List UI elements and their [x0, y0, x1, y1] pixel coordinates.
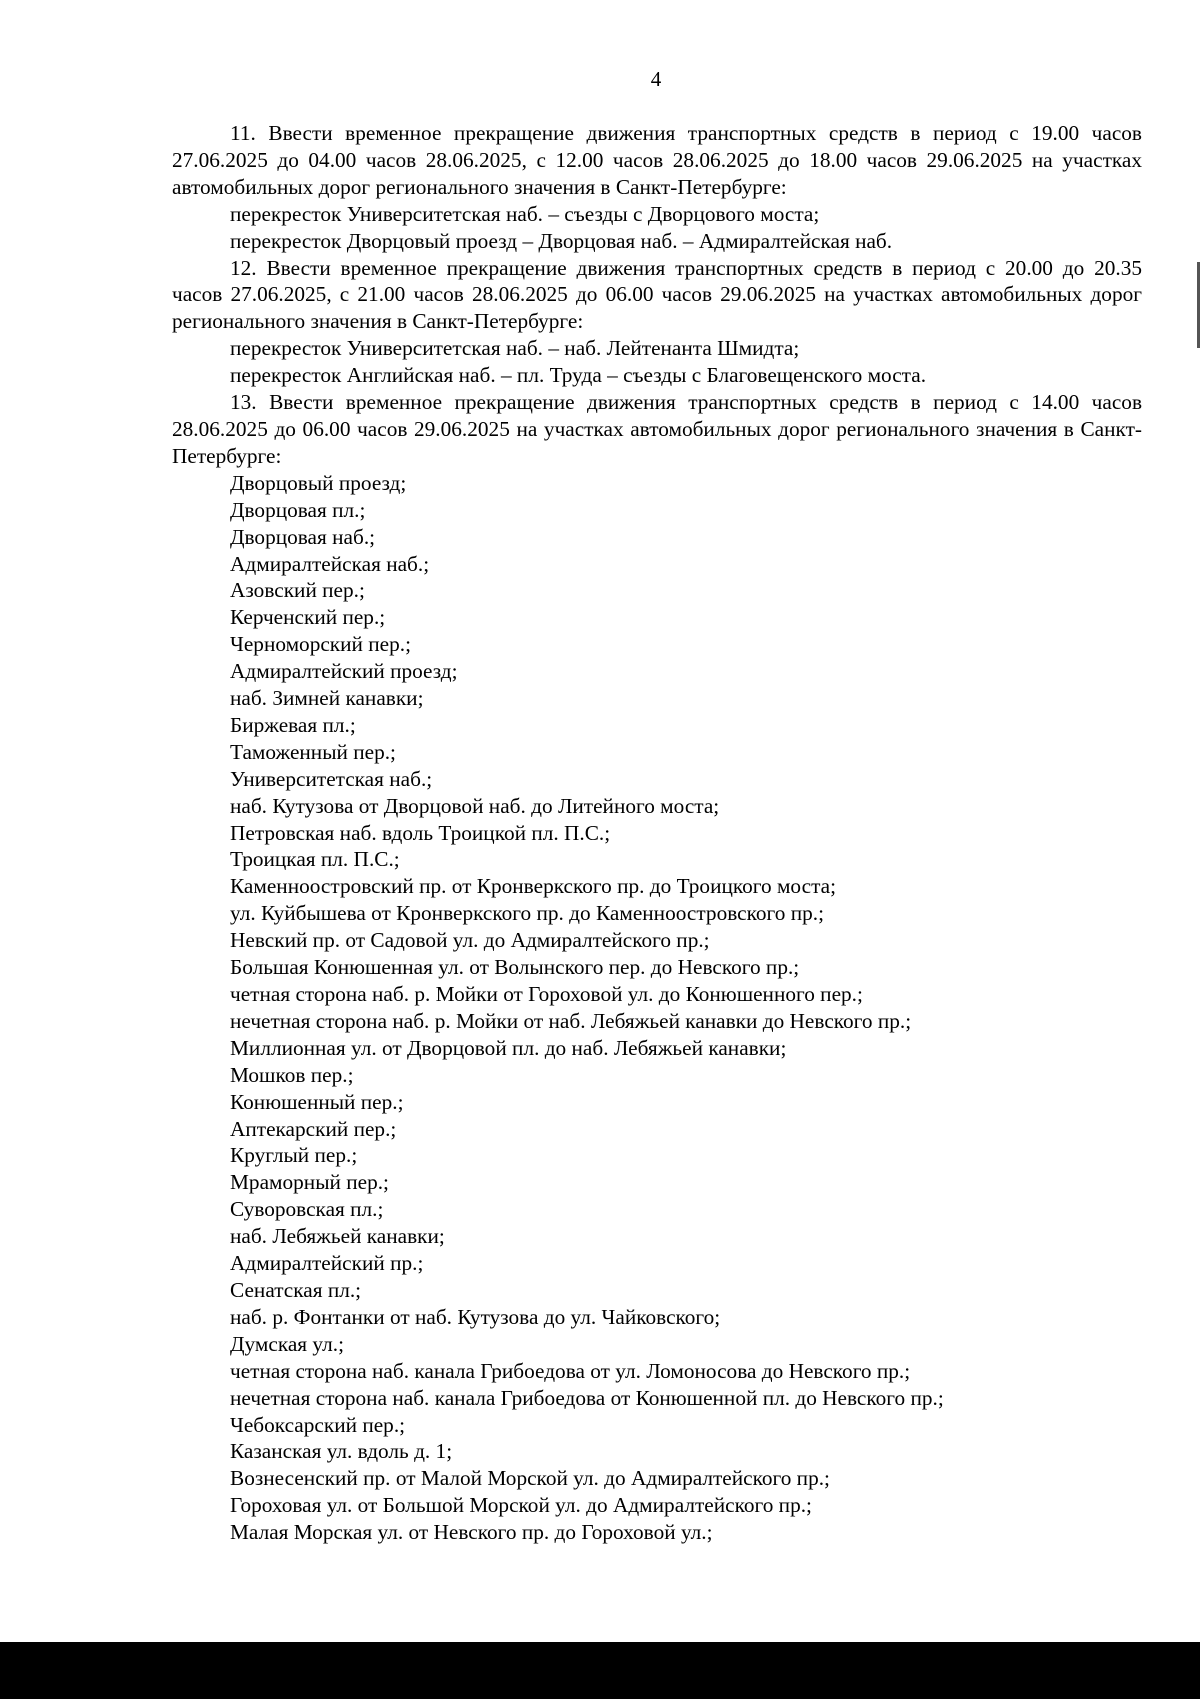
list-item: Чебоксарский пер.;: [230, 1412, 406, 1437]
list-item: Казанская ул. вдоль д. 1;: [230, 1439, 453, 1464]
list-item: Университетская наб.;: [230, 766, 433, 791]
list-item: Черноморский пер.;: [230, 632, 412, 657]
list-item: Дворцовая пл.;: [230, 497, 366, 522]
list-item: Адмиралтейский проезд;: [230, 659, 458, 684]
paragraph-12: 12. Ввести временное прекращение движения транспортных средств в период с 20.00 до 20.35 часов 27.06.2025, с 21.00 часов 28.06.2025 до 06.00 часов 29.06.2025 на участках автомобильных дорог регионального значения в Санкт-Петербурге:: [172, 255, 1142, 334]
list-item: четная сторона наб. канала Грибоедова от ул. Ломоносова до Невского пр.;: [230, 1358, 911, 1383]
list-item: Мраморный пер.;: [230, 1170, 389, 1195]
list-item: Адмиралтейская наб.;: [230, 551, 430, 576]
list-item: Сенатская пл.;: [230, 1277, 362, 1302]
list-item: Круглый пер.;: [230, 1143, 358, 1168]
paragraph-13-items: [172, 470, 1142, 1546]
list-item: Мошков пер.;: [230, 1062, 354, 1087]
paragraph-11-items: [172, 201, 1142, 255]
list-item: нечетная сторона наб. канала Грибоедова от Конюшенной пл. до Невского пр.;: [230, 1385, 944, 1410]
list-item: перекресток Университетская наб. – наб. Лейтенанта Шмидта;: [230, 336, 800, 361]
list-item: Троицкая пл. П.С.;: [230, 847, 400, 872]
scan-bottom-border: [0, 1642, 1200, 1699]
page-number: 4: [650, 67, 662, 91]
list-item: Думская ул.;: [230, 1331, 345, 1356]
list-item: Керченский пер.;: [230, 605, 386, 630]
list-item: ул. Куйбышева от Кронверкского пр. до Каменноостровского пр.;: [230, 901, 824, 926]
paragraph-12-items: [172, 335, 1142, 389]
list-item: наб. Кутузова от Дворцовой наб. до Литейного моста;: [230, 793, 720, 818]
paragraph-13: 13. Ввести временное прекращение движения транспортных средств в период с 14.00 часов 28.06.2025 до 06.00 часов 29.06.2025 на участках автомобильных дорог регионального значения в Санкт-Петербурге:: [172, 390, 1142, 468]
list-item: Суворовская пл.;: [230, 1197, 384, 1222]
list-item: наб. Зимней канавки;: [230, 686, 424, 711]
list-item: Большая Конюшенная ул. от Волынского пер. до Невского пр.;: [230, 955, 800, 980]
paragraph-11: 11. Ввести временное прекращение движения транспортных средств в период с 19.00 часов 27.06.2025 до 04.00 часов 28.06.2025, с 12.00 часов 28.06.2025 до 18.00 часов 29.06.2025 на участках автомобильных дорог регионального значения в Санкт-Петербурге:: [172, 121, 1142, 199]
document-body: [172, 120, 1142, 1546]
list-item: Биржевая пл.;: [230, 712, 356, 737]
list-item: Невский пр. от Садовой ул. до Адмиралтейского пр.;: [230, 928, 710, 953]
list-item: нечетная сторона наб. р. Мойки от наб. Лебяжьей канавки до Невского пр.;: [230, 1008, 912, 1033]
list-item: Каменноостровский пр. от Кронверкского пр. до Троицкого моста;: [230, 874, 837, 899]
list-item: Азовский пер.;: [230, 578, 365, 603]
list-item: перекресток Университетская наб. – съезды с Дворцового моста;: [230, 201, 820, 226]
list-item: четная сторона наб. р. Мойки от Гороховой ул. до Конюшенного пер.;: [230, 982, 863, 1006]
list-item: Малая Морская ул. от Невского пр. до Гороховой ул.;: [230, 1520, 713, 1545]
list-item: Миллионная ул. от Дворцовой пл. до наб. Лебяжьей канавки;: [230, 1035, 787, 1060]
list-item: Петровская наб. вдоль Троицкой пл. П.С.;: [230, 820, 611, 845]
list-item: наб. Лебяжьей канавки;: [230, 1224, 445, 1249]
list-item: Таможенный пер.;: [230, 739, 396, 764]
list-item: Аптекарский пер.;: [230, 1116, 397, 1141]
list-item: перекресток Английская наб. – пл. Труда – съезды с Благовещенского моста.: [230, 363, 927, 388]
list-item: Вознесенский пр. от Малой Морской ул. до Адмиралтейского пр.;: [230, 1466, 830, 1491]
list-item: Адмиралтейский пр.;: [230, 1251, 424, 1276]
list-item: Дворцовый проезд;: [230, 470, 407, 495]
list-item: Дворцовая наб.;: [230, 524, 376, 549]
list-item: перекресток Дворцовый проезд – Дворцовая наб. – Адмиралтейская наб.: [230, 228, 893, 253]
list-item: Конюшенный пер.;: [230, 1089, 404, 1114]
list-item: Гороховая ул. от Большой Морской ул. до Адмиралтейского пр.;: [230, 1493, 812, 1518]
list-item: наб. р. Фонтанки от наб. Кутузова до ул. Чайковского;: [230, 1304, 721, 1329]
